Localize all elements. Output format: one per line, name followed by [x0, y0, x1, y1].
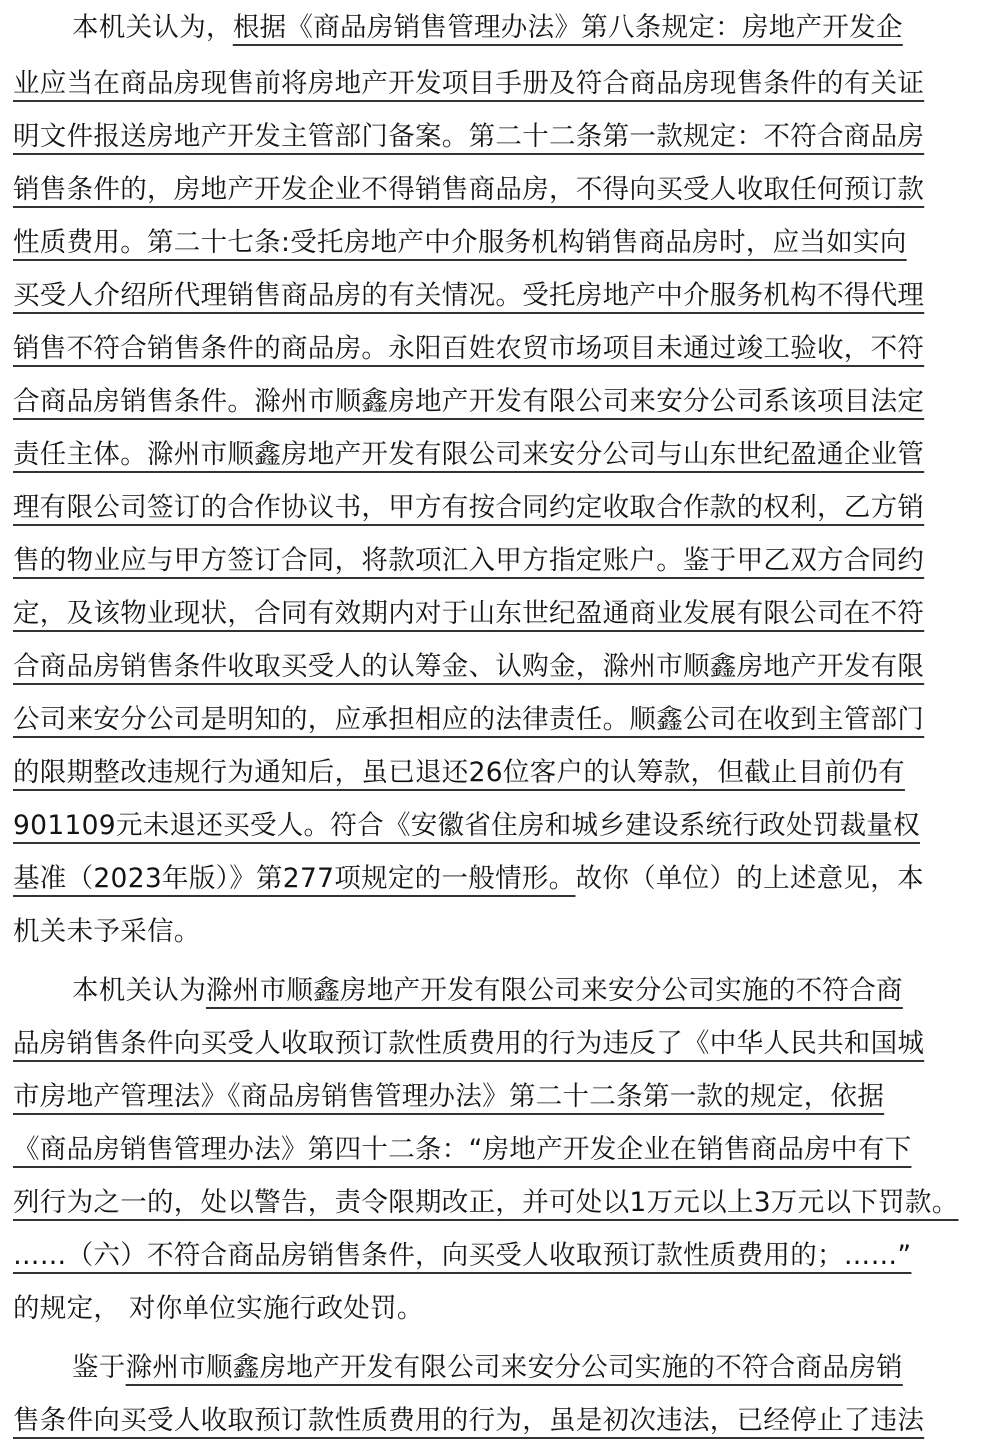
text-line — [13, 1228, 997, 1284]
text-line — [13, 215, 997, 271]
underlined-text: 品房销售条件向买受人收取预订款性质费用的行为违反了《中华人民共和国城 — [13, 1028, 925, 1059]
underlined-text: 售条件向买受人收取预订款性质费用的行为，虽是初次违法，已经停止了违法 — [13, 1405, 925, 1436]
underlined-text: 销售不符合销售条件的商品房。永阳百姓农贸市场项目未通过竣工验收，不符 — [13, 333, 925, 364]
text-line — [13, 1122, 997, 1178]
underlined-text: ……（六）不符合商品房销售条件，向买受人收取预订款性质费用的；……” — [13, 1240, 912, 1271]
underlined-text: 滁州市顺鑫房地产开发有限公司来安分公司实施的不符合商 — [206, 975, 903, 1006]
underlined-text: 合商品房销售条件。滁州市顺鑫房地产开发有限公司来安分公司系该项目法定 — [13, 386, 925, 417]
text-line — [13, 374, 997, 430]
text-line — [13, 745, 997, 801]
underlined-text: 销售条件的，房地产开发企业不得销售商品房，不得向买受人收取任何预订款 — [13, 174, 925, 205]
underlined-text: 901109元未退还买受人。符合《安徽省住房和城乡建设系统行政处罚裁量权 — [13, 810, 920, 841]
underlined-text: 公司来安分公司是明知的，应承担相应的法律责任。顺鑫公司在收到主管部门 — [13, 704, 925, 735]
underlined-text: 市房地产管理法》《商品房销售管理办法》第二十二条第一款的规定，依据 — [13, 1081, 885, 1112]
text-line — [72, 963, 997, 1019]
text-line — [13, 904, 997, 960]
text-line — [72, 1340, 997, 1396]
text-line — [13, 56, 997, 112]
underlined-text: 业应当在商品房现售前将房地产开发项目手册及符合商品房现售条件的有关证 — [13, 68, 925, 99]
text-line — [13, 480, 997, 536]
line-text: 本机关认为， — [72, 12, 233, 43]
text-line — [13, 162, 997, 218]
text-line — [72, 0, 997, 56]
text-line — [13, 427, 997, 483]
underlined-text: 合商品房销售条件收取买受人的认筹金、认购金，滁州市顺鑫房地产开发有限 — [13, 651, 925, 682]
text-line — [13, 586, 997, 642]
underlined-text: 买受人介绍所代理销售商品房的有关情况。受托房地产中介服务机构不得代理 — [13, 280, 925, 311]
line-text: 故你（单位）的上述意见，本 — [575, 863, 924, 894]
text-line — [13, 692, 997, 748]
text-line — [13, 639, 997, 695]
underlined-text: 根据《商品房销售管理办法》第八条规定：房地产开发企 — [232, 12, 903, 43]
underlined-text: 《商品房销售管理办法》第四十二条：“房地产开发企业在销售商品房中有下 — [13, 1134, 912, 1165]
text-line — [13, 851, 997, 907]
text-line — [13, 533, 997, 589]
text-line — [13, 1016, 997, 1072]
underlined-text: 滁州市顺鑫房地产开发有限公司来安分公司实施的不符合商品房销 — [125, 1352, 903, 1383]
underlined-text: 性质费用。第二十七条:受托房地产中介服务机构销售商品房时，应当如实向 — [13, 227, 907, 258]
line-text: 本机关认为 — [72, 975, 206, 1006]
text-line — [13, 109, 997, 165]
text-line — [13, 321, 997, 377]
line-text: 的规定， 对你单位实施行政处罚。 — [13, 1293, 424, 1324]
underlined-text: 明文件报送房地产开发主管部门备案。第二十二条第一款规定：不符合商品房 — [13, 121, 925, 152]
text-line — [13, 1393, 997, 1449]
underlined-text: 定，及该物业现状，合同有效期内对于山东世纪盈通商业发展有限公司在不符 — [13, 598, 925, 629]
underlined-text: 基准（2023年版）》第277项规定的一般情形。 — [13, 863, 576, 894]
text-line — [13, 1175, 997, 1231]
underlined-text: 售的物业应与甲方签订合同，将款项汇入甲方指定账户。鉴于甲乙双方合同约 — [13, 545, 925, 576]
text-line — [13, 268, 997, 324]
underlined-text: 责任主体。滁州市顺鑫房地产开发有限公司来安分公司与山东世纪盈通企业管 — [13, 439, 925, 470]
line-text: 鉴于 — [72, 1352, 126, 1383]
underlined-text: 的限期整改违规行为通知后，虽已退还26位客户的认筹款，但截止目前仍有 — [13, 757, 905, 788]
text-line — [13, 1069, 997, 1125]
underlined-text: 理有限公司签订的合作协议书，甲方有按合同约定收取合作款的权利，乙方销 — [13, 492, 925, 523]
text-line — [13, 1281, 997, 1337]
text-line — [13, 798, 997, 854]
underlined-text: 列行为之一的，处以警告，责令限期改正，并可处以1万元以上3万元以下罚款。 — [13, 1187, 959, 1218]
line-text: 机关未予采信。 — [13, 916, 201, 947]
